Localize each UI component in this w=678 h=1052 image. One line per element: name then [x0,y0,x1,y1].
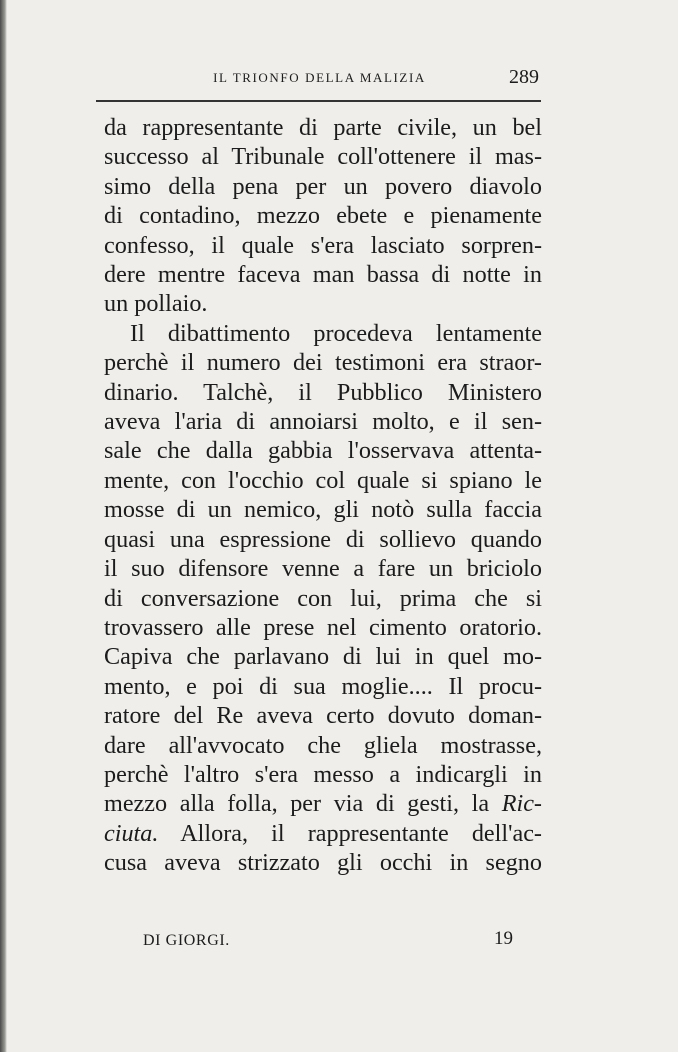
text-line: dare all'avvocato che gliela mostrasse, [104,731,542,759]
text-line: un pollaio. [104,290,208,318]
text-line: aveva l'aria di annoiarsi molto, e il sen- [104,408,542,436]
text-line: simo della pena per un povero diavolo [104,172,542,200]
header-rule [96,100,541,102]
text-segment: mezzo alla folla, per via di gesti, la [104,790,490,818]
text-line: perchè l'altro s'era messo a indicargli in [104,760,542,788]
page-number: 289 [509,66,539,88]
running-title: IL TRIONFO DELLA MALIZIA [213,70,426,85]
text-line: trovassero alle prese nel cimento oratorio. [104,613,542,641]
text-line: cusa aveva strizzato gli occhi in segno [104,849,542,877]
text-line: dinario. Talchè, il Pubblico Ministero [104,378,542,406]
text-line: il suo difensore venne a fare un briciolo [104,555,542,583]
signature-mark: 19 [494,928,513,949]
text-line: successo al Tribunale coll'ottenere il mas- [104,143,542,171]
text-line: mente, con l'occhio col quale si spiano le [104,466,542,494]
text-line: mosse di un nemico, gli notò sulla faccia [104,496,542,524]
text-line: sale che dalla gabbia l'osservava attenta- [104,437,542,465]
text-line: di contadino, mezzo ebete e pienamente [104,202,542,230]
text-segment: Allora, il rappresentante dell'ac- [180,819,542,847]
text-line: mento, e poi di sua moglie.... Il procu- [104,672,542,700]
page-header [98,64,541,94]
italic-word: Ric- [501,790,542,818]
text-line: ratore del Re aveva certo dovuto doman- [104,702,542,730]
signature: DI GIORGI. [143,932,230,949]
text-line: Capiva che parlavano di lui in quel mo- [104,643,542,671]
text-line: confesso, il quale s'era lasciato sorpren- [104,231,542,259]
text-line: Il dibattimento procedeva lentamente [130,319,542,347]
text-line: quasi una espressione di sollievo quando [104,525,542,553]
text-line-with-italic [104,789,542,818]
page-binding-edge [0,0,7,1052]
text-line-with-italic [104,819,542,848]
text-line: da rappresentante di parte civile, un bel [104,114,542,141]
italic-word: ciuta. [104,819,159,847]
text-line: dere mentre faceva man bassa di notte in [104,261,542,289]
page-footer [98,928,513,958]
text-line: perchè il numero dei testimoni era straor- [104,349,542,377]
body-text [104,113,542,878]
text-line: di conversazione con lui, prima che si [104,584,542,612]
